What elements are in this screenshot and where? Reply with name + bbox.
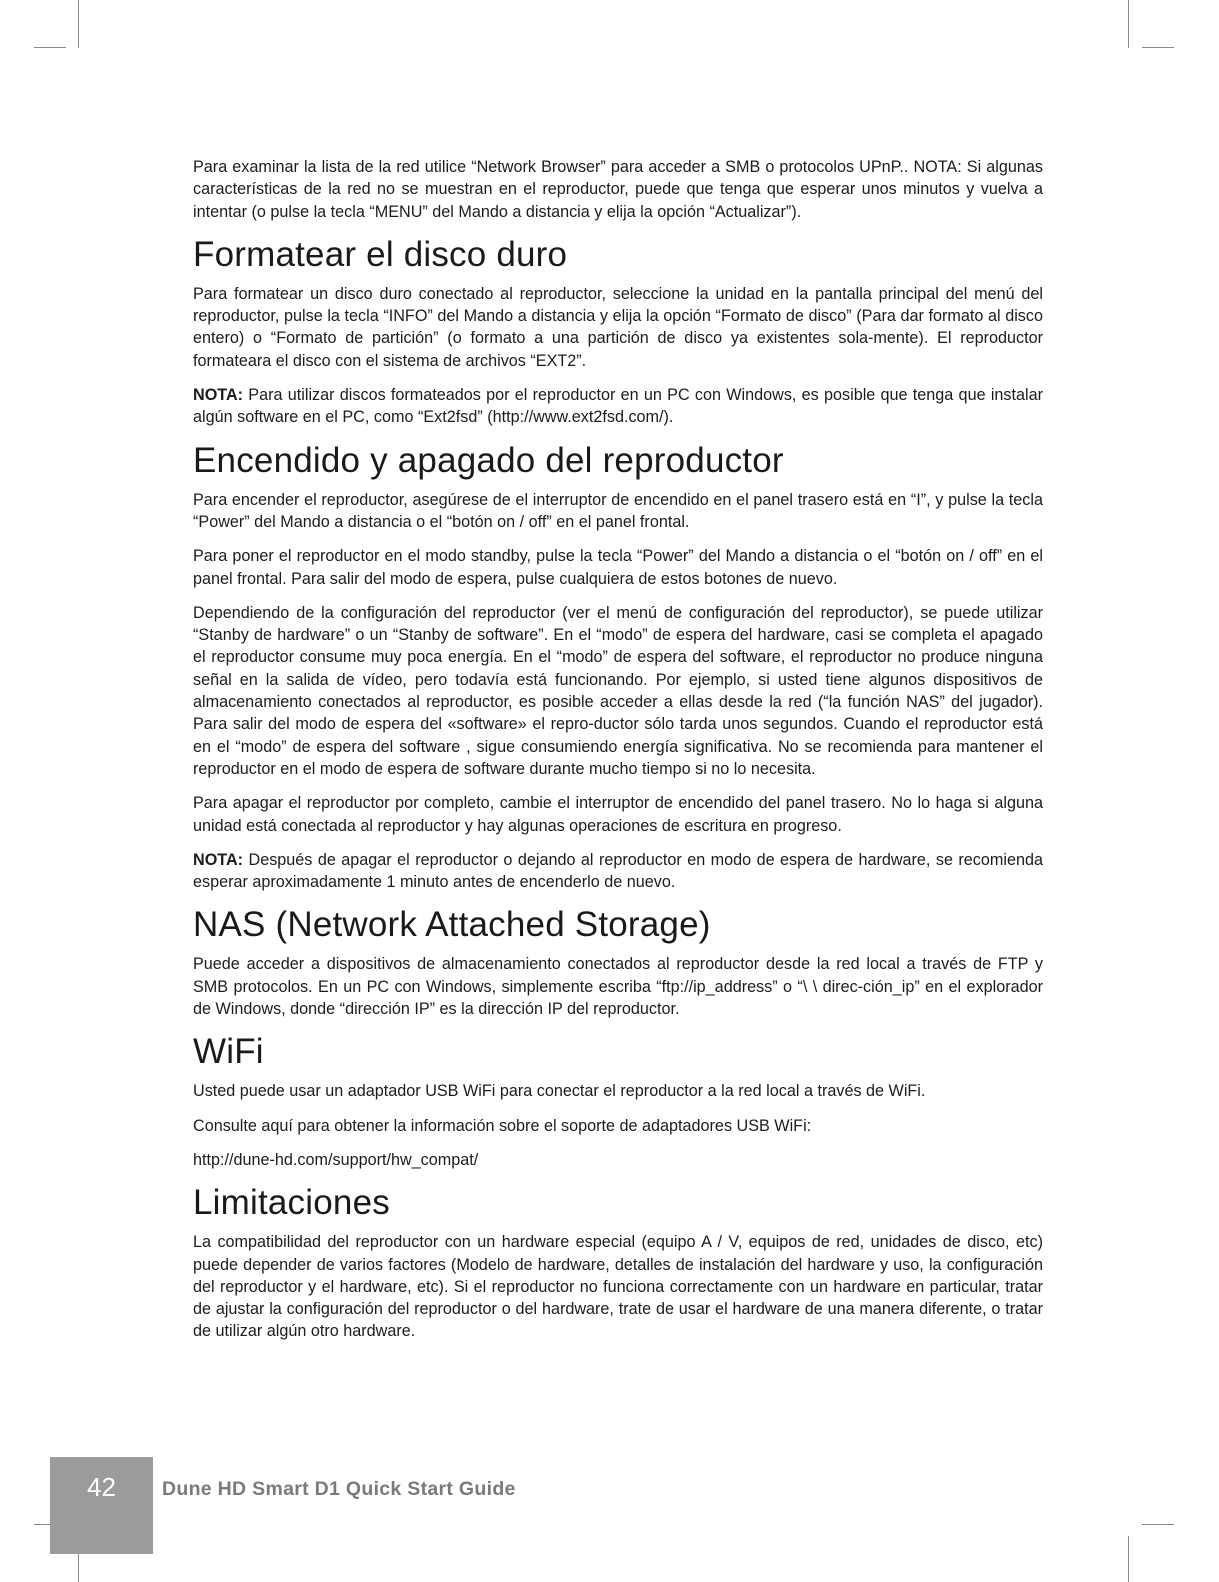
section-heading: Formatear el disco duro [193,234,568,274]
paragraph: Para formatear un disco duro conectado al reproductor, seleccione la unidad en la pantalla principal del menú del reproductor, pulse la tecla “INFO” del Mando a distancia y elija la opción “Formato de disco” (Para dar formato al disco entero) o “Formato de partición” (o formato a una partición de disco ya existentes sola-mente). El reproductor formateara el disco con el sistema de archivos “EXT2”. [193,284,1043,370]
section-formatear [193,235,1043,429]
section-wifi [193,1032,1043,1171]
paragraph: Para encender el reproductor, asegúrese de el interruptor de encendido en el panel trasero está en “I”, y pulse la tecla “Power” del Mando a distancia o el “botón on / off” en el panel frontal. [193,490,1043,531]
crop-mark [1142,47,1174,48]
crop-mark [1128,1536,1129,1582]
note-label: NOTA: [193,850,244,869]
crop-mark [34,47,66,48]
note-text: Para utilizar discos formateados por el reproductor en un PC con Windows, es posible que tenga que instalar algún software en el PC, como “Ext2fsd” (http://www.ext2fsd.com/). [193,386,1043,427]
note-paragraph [193,849,1043,894]
paragraph: Para poner el reproductor en el modo standby, pulse la tecla “Power” del Mando a distancia o el “botón on / off” en el panel frontal. Para salir del modo de espera, pulse cualquiera de estos botones de nuevo. [193,547,1043,588]
section-heading: WiFi [193,1032,264,1072]
footer-title: Dune HD Smart D1 Quick Start Guide [162,1478,516,1500]
paragraph: Puede acceder a dispositivos de almacenamiento conectados al reproductor desde la red local a través de FTP y SMB protocolos. En un PC con Windows, simplemente escriba “ftp://ip_address” o “\ \ direc-ción_ip” en el explorador de Windows, donde “dirección IP” es la dirección IP del reproductor. [193,955,1043,1019]
paragraph: Consulte aquí para obtener la información sobre el soporte de adaptadores USB WiFi: [193,1116,812,1135]
link-text: http://dune-hd.com/support/hw_compat/ [193,1150,479,1169]
note-text: Después de apagar el reproductor o dejando al reproductor en modo de espera de hardware, se recomienda esperar aproximadamente 1 minuto antes de encenderlo de nuevo. [193,850,1043,892]
section-nas [193,905,1043,1020]
section-heading: NAS (Network Attached Storage) [193,905,711,945]
crop-mark [1128,0,1129,48]
note-paragraph [193,384,1043,429]
section-heading: Limitaciones [193,1183,390,1223]
section-encendido [193,441,1043,894]
section-limitaciones [193,1183,1043,1342]
crop-mark [1142,1524,1174,1525]
note-label: NOTA: [193,386,244,405]
crop-mark [78,0,79,48]
paragraph: Usted puede usar un adaptador USB WiFi para conectar el reproductor a la red local a través de WiFi. [193,1082,926,1101]
intro-paragraph: Para examinar la lista de la red utilice “Network Browser” para acceder a SMB o protocolos UPnP.. NOTA: Si algunas características de la red no se muestran en el reproductor, puede que tenga que esperar unos minutos y vuelva a intentar (o pulse la tecla “MENU” del Mando a distancia y elija la opción “Actualizar”). [193,158,1043,221]
page-number: 42 [87,1472,116,1502]
paragraph: Para apagar el reproductor por completo, cambie el interruptor de encendido del panel trasero. No lo haga si alguna unidad está conectada al reproductor y hay algunas operaciones de escritura en progreso. [193,794,1043,835]
paragraph: Dependiendo de la configuración del reproductor (ver el menú de configuración del reproductor), se puede utilizar “Stanby de hardware” o un “Stanby de software”. En el “modo” de espera del hardware, casi se completa el apagado el reproductor consume muy poca energía. En el “modo” de espera del software, el reproductor no produce ninguna señal en la salida de vídeo, pero todavía está funcionando. Por ejemplo, si usted tiene algunos dispositivos de almacenamiento conectados al reproductor, es posible acceder a ellas desde la red (“la función NAS” del jugador). Para salir del modo de espera del «software» el repro-ductor sólo tarda unos segundos. Cuando el reproductor está en el “modo” de espera del software , sigue consumiendo energía significativa. No se recomienda para mantener el reproductor en el modo de espera de software durante mucho tiempo si no lo necesita. [193,603,1043,778]
paragraph: La compatibilidad del reproductor con un hardware especial (equipo A / V, equipos de red, unidades de disco, etc) puede depender de varios factores (Modelo de hardware, detalles de instalación del hardware y uso, la configuración del reproductor y el hardware, etc). Si el reproductor no funciona correctamente con un hardware en particular, tratar de ajustar la configuración del reproductor o del hardware, trate de usar el hardware de una manera diferente, o tratar de utilizar algún otro hardware. [193,1233,1043,1341]
page-content [193,152,1043,1355]
section-heading: Encendido y apagado del reproductor [193,440,784,480]
